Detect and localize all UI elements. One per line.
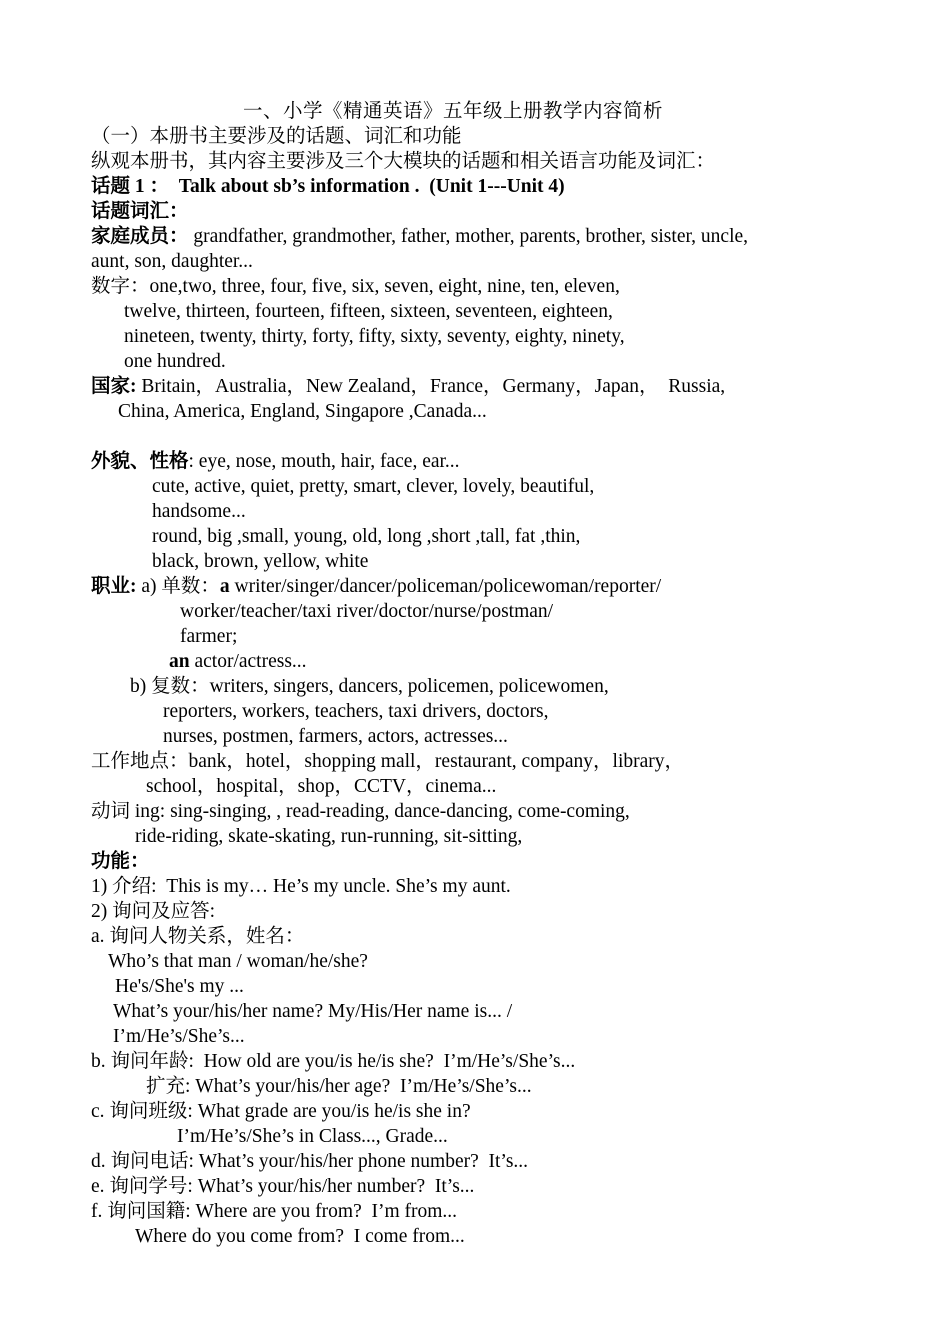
page-title: 一、小学《精通英语》五年级上册教学内容简析 bbox=[243, 101, 664, 122]
topic-text: Talk about sb’s information . (Unit 1---Unit 4) bbox=[178, 176, 565, 197]
appearance-line-2: cute, active, quiet, pretty, smart, clever, lovely, beautiful, bbox=[152, 476, 595, 497]
countries-words-1: Britain，Australia，New Zealand，France，Germany，Japan， Russia, bbox=[136, 376, 726, 397]
jobs-label: 职业: bbox=[91, 576, 137, 597]
family-label: 家庭成员： bbox=[91, 226, 189, 247]
appearance-line-3: handsome... bbox=[152, 501, 246, 522]
functions-heading: 功能： bbox=[91, 851, 150, 872]
jobs-line-2: worker/teacher/taxi river/doctor/nurse/postman/ bbox=[180, 601, 554, 622]
numbers-label: 数字： bbox=[91, 276, 150, 297]
jobs-article-a: a bbox=[219, 576, 230, 597]
appearance-words-1: : eye, nose, mouth, hair, face, ear... bbox=[188, 451, 460, 472]
function-introduce: 1) 介绍: This is my… He’s my uncle. She’s my aunt. bbox=[91, 876, 511, 897]
workplaces-line-2: school，hospital，shop，CCTV，cinema... bbox=[146, 776, 497, 797]
function-d-line: d. 询问电话: What’s your/his/her phone number? It’s... bbox=[91, 1151, 529, 1172]
family-words-1: grandfather, grandmother, father, mother, parents, brother, sister, uncle, bbox=[188, 226, 749, 247]
countries-line-2: China, America, England, Singapore ,Canada... bbox=[118, 401, 487, 422]
appearance-line-1 bbox=[91, 449, 460, 474]
function-f-line-2: Where do you come from? I come from... bbox=[135, 1226, 465, 1247]
family-line-2: aunt, son, daughter... bbox=[91, 251, 253, 272]
verbs-line-1: 动词 ing: sing-singing, , read-reading, dance-dancing, come-coming, bbox=[91, 801, 630, 822]
appearance-line-4: round, big ,small, young, old, long ,short ,tall, fat ,thin, bbox=[152, 526, 581, 547]
function-f-line-1: f. 询问国籍: Where are you from? I’m from... bbox=[91, 1201, 458, 1222]
jobs-plural-line-3: nurses, postmen, farmers, actors, actresses... bbox=[163, 726, 508, 747]
jobs-line-3: farmer; bbox=[180, 626, 238, 647]
countries-line-1 bbox=[91, 374, 725, 399]
topic-heading bbox=[91, 174, 565, 199]
jobs-plural-line-2: reporters, workers, teachers, taxi drivers, doctors, bbox=[163, 701, 549, 722]
section-heading: （一）本册书主要涉及的话题、词汇和功能 bbox=[91, 126, 462, 147]
function-a-heading: a. 询问人物关系，姓名： bbox=[91, 926, 305, 947]
appearance-line-5: black, brown, yellow, white bbox=[152, 551, 369, 572]
function-a-line-2: He's/She's my ... bbox=[115, 976, 244, 997]
vocab-heading: 话题词汇： bbox=[91, 201, 189, 222]
numbers-line-2: twelve, thirteen, fourteen, fifteen, sixteen, seventeen, eighteen, bbox=[124, 301, 613, 322]
jobs-line-an bbox=[169, 649, 307, 674]
jobs-plural-line-1: b) 复数：writers, singers, dancers, policemen, policewomen, bbox=[130, 676, 609, 697]
jobs-article-an: an bbox=[169, 651, 190, 672]
numbers-line-4: one hundred. bbox=[124, 351, 226, 372]
numbers-words-1: one,two, three, four, five, six, seven, eight, nine, ten, eleven, bbox=[149, 276, 620, 297]
topic-label: 话题 1 ： bbox=[91, 176, 170, 197]
function-b-line-1: b. 询问年龄: How old are you/is he/is she? I’m/He’s/She’s... bbox=[91, 1051, 576, 1072]
function-c-line-1: c. 询问班级: What grade are you/is he/is she in? bbox=[91, 1101, 471, 1122]
verbs-line-2: ride-riding, skate-skating, run-running, sit-sitting, bbox=[135, 826, 523, 847]
function-b-line-2: 扩充: What’s your/his/her age? I’m/He’s/She’s... bbox=[146, 1076, 532, 1097]
function-e-line: e. 询问学号: What’s your/his/her number? It’s... bbox=[91, 1176, 475, 1197]
jobs-line-1 bbox=[91, 574, 661, 599]
family-line-1 bbox=[91, 224, 748, 249]
appearance-label: 外貌、性格 bbox=[91, 451, 189, 472]
function-a-line-4: I’m/He’s/She’s... bbox=[113, 1026, 245, 1047]
jobs-a-prefix: a) 单数： bbox=[136, 576, 220, 597]
countries-label: 国家: bbox=[91, 376, 137, 397]
jobs-an-words: actor/actress... bbox=[189, 651, 307, 672]
function-a-line-1: Who’s that man / woman/he/she? bbox=[108, 951, 368, 972]
function-a-line-3: What’s your/his/her name? My/His/Her name is... / bbox=[113, 1001, 513, 1022]
function-ask-answer: 2) 询问及应答: bbox=[91, 901, 216, 922]
function-c-line-2: I’m/He’s/She’s in Class..., Grade... bbox=[177, 1126, 448, 1147]
overview-text: 纵观本册书，其内容主要涉及三个大模块的话题和相关语言功能及词汇： bbox=[91, 151, 716, 172]
jobs-words-1: writer/singer/dancer/policeman/policewoman/reporter/ bbox=[229, 576, 662, 597]
numbers-line-1 bbox=[91, 274, 620, 299]
numbers-line-3: nineteen, twenty, thirty, forty, fifty, sixty, seventy, eighty, ninety, bbox=[124, 326, 625, 347]
workplaces-line-1: 工作地点：bank，hotel，shopping mall，restaurant, company，library， bbox=[91, 751, 685, 772]
